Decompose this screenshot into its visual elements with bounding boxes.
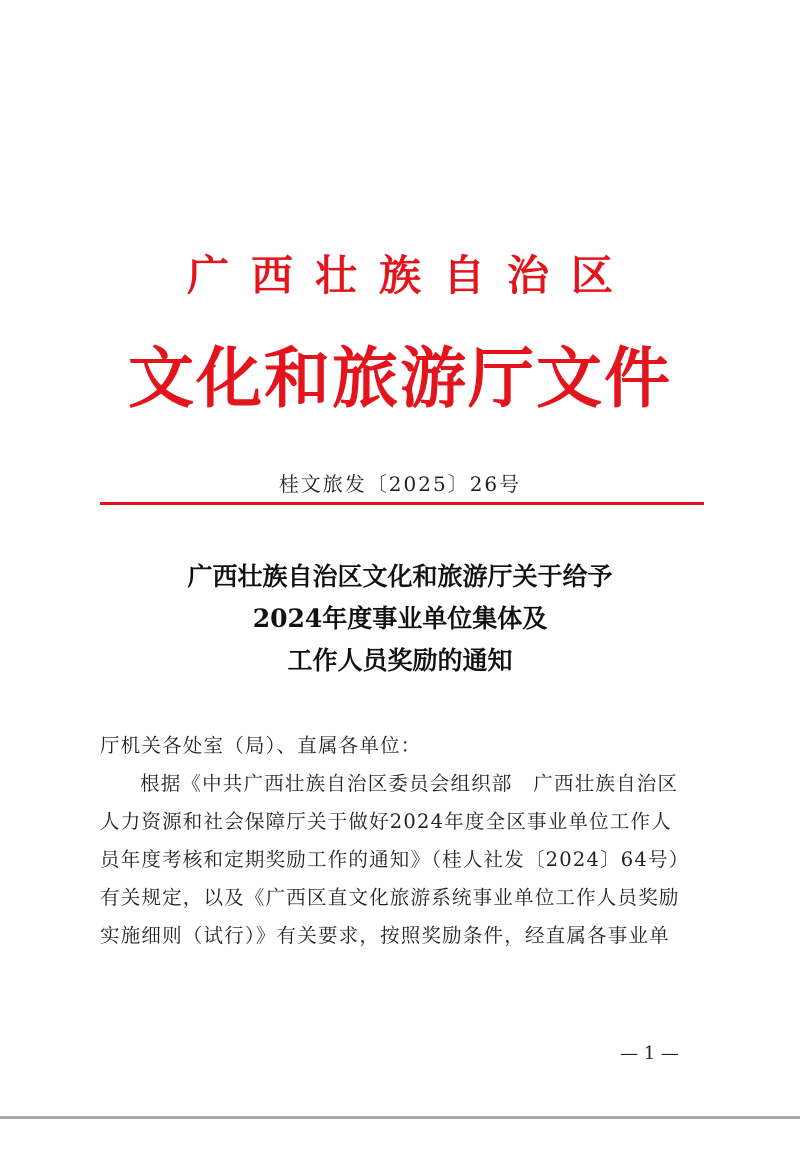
salutation: 厅机关各处室（局）、直属各单位： [100,734,422,757]
body-line-4: 有关规定，以及《广西区直文化旅游系统事业单位工作人员奖励 [100,886,680,909]
body-line-2: 人力资源和社会保障厅关于做好2024年度全区事业单位工作人 [100,810,672,833]
title-line-3: 工作人员奖励的通知 [287,646,513,675]
body-line-3: 员年度考核和定期奖励工作的通知》（桂人社发〔2024〕64号） [100,848,690,871]
document-title [0,556,800,682]
document-number: 桂文旅发〔2025〕26号 [278,472,522,496]
letterhead-title: 文化和旅游厅文件 [128,339,672,417]
body-line-1: 根据《中共广西壮族自治区委员会组织部 广西壮族自治区 [140,772,679,795]
page-bottom-divider [0,1116,800,1119]
title-line-1: 广西壮族自治区文化和旅游厅关于给予 [187,562,613,591]
page-number: — 1 — [620,1043,679,1064]
document-body [100,727,706,955]
letterhead-issuer: 广西壮族自治区 [186,251,635,300]
red-divider-line [100,502,704,505]
body-line-5: 实施细则（试行）》有关要求，按照奖励条件，经直属各事业单 [100,924,670,947]
title-line-2: 2024年度事业单位集体及 [252,604,548,633]
